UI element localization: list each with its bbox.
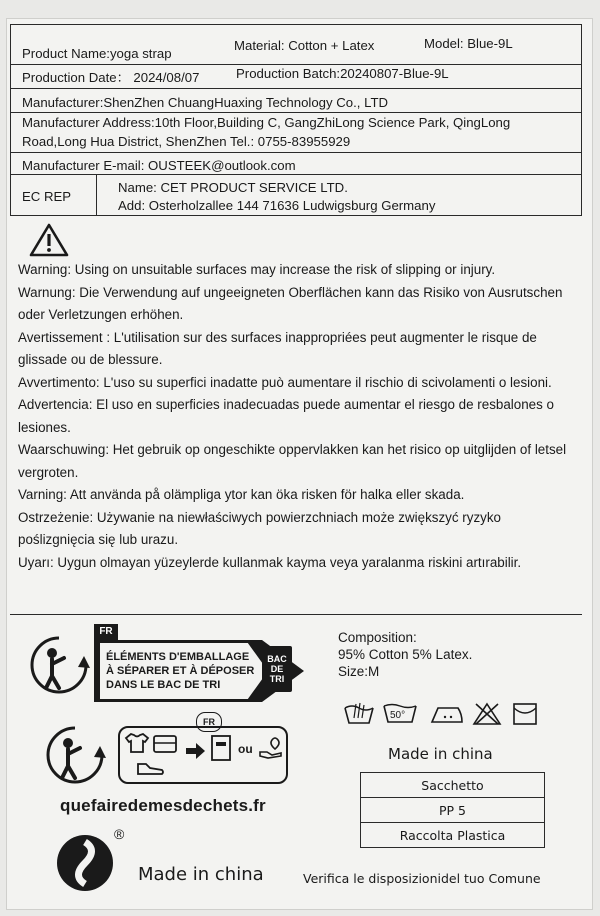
- ec-rep-name: Name: CET PRODUCT SERVICE LTD.: [118, 180, 348, 195]
- warning-triangle-icon: [28, 222, 70, 258]
- address-line2: Road,Long Hua District, ShenZhen Tel.: 0755-83955929: [22, 134, 351, 149]
- warning-es: Advertencia: El uso en superficies inadecuadas puede aumentar el riesgo de resbalones o lesiones.: [18, 397, 554, 435]
- bin-text: DE: [270, 664, 284, 674]
- composition-value: 95% Cotton 5% Latex.: [338, 647, 473, 662]
- green-dot-icon: [54, 832, 116, 894]
- manufacturer-email: Manufacturer E-mail: OUSTEEK@outlook.com: [22, 158, 296, 173]
- divider: [10, 152, 582, 153]
- address-line1: Manufacturer Address:10th Floor,Building C, GangZhiLong Science Park, QingLong: [22, 115, 511, 130]
- production-batch: Production Batch:20240807-Blue-9L: [236, 66, 449, 81]
- divider: [96, 174, 97, 216]
- made-in-china: Made in china: [388, 745, 493, 763]
- manufacturer: Manufacturer:ShenZhen ChuangHuaxing Technology Co., LTD: [22, 95, 389, 110]
- banner-line: ÉLÉMENTS D'EMBALLAGE: [106, 651, 250, 663]
- warning-nl: Waarschuwing: Het gebruik op ongeschikte oppervlakken kan het risico op uitglijden of letsel vergroten.: [18, 442, 567, 480]
- divider: [10, 64, 582, 65]
- table-cell: PP 5: [361, 798, 545, 823]
- warnings-block: [18, 259, 580, 574]
- ec-rep-label: EC REP: [22, 189, 72, 204]
- warning-fr: Avertissement : L'utilisation sur des surfaces inappropriées peut augmenter le risque de glissade ou de blessure.: [18, 329, 537, 367]
- material: Material: Cotton + Latex: [234, 38, 375, 53]
- bin-text: TRI: [269, 674, 285, 684]
- model: Model: Blue-9L: [424, 36, 513, 51]
- no-bleach-icon: [472, 702, 502, 726]
- wash-50-icon: [382, 702, 418, 724]
- iron-icon: [428, 704, 466, 724]
- bin-label: [264, 654, 290, 684]
- table-cell: Sacchetto: [361, 773, 545, 798]
- dry-flat-icon: [512, 702, 538, 726]
- registered-mark: ®: [114, 826, 125, 842]
- shoe-icon: [136, 758, 166, 776]
- arrow-right-icon: [184, 742, 206, 760]
- or-label: ou: [238, 742, 253, 756]
- size: Size:M: [338, 664, 380, 679]
- divider: [10, 112, 582, 113]
- production-date: Production Date： 2024/08/07: [22, 70, 200, 85]
- wash-temp: 50°: [390, 710, 406, 721]
- container-icon: [210, 734, 232, 762]
- warning-tr: Uyarı: Uygun olmayan yüzeylerde kullanmak kayma veya yaralanma riskini artırabilir.: [18, 554, 522, 570]
- tshirt-icon: [124, 732, 150, 754]
- table-cell: Raccolta Plastica: [361, 823, 545, 848]
- warning-it: Avvertimento: L'uso su superfici inadatte può aumentare il rischio di scivolamenti o lesioni.: [18, 374, 552, 390]
- warning-de: Warnung: Die Verwendung auf ungeeigneten Oberflächen kann das Risiko von Ausrutschen oder Verletzungen erhöhen.: [18, 284, 563, 322]
- bin-text: BAC: [267, 654, 287, 664]
- warning-sv: Varning: Att använda på olämpliga ytor kan öka risken för halka eller skada.: [18, 487, 465, 502]
- fr-badge: FR: [94, 624, 118, 640]
- hand-heart-icon: [258, 736, 284, 760]
- divider: [10, 614, 582, 615]
- italian-disposal-table: [360, 772, 545, 848]
- towel-icon: [152, 734, 178, 754]
- italian-footer: Verifica le disposizionidel tuo Comune: [303, 871, 541, 886]
- triman-person-icon: [28, 634, 90, 696]
- made-in-china-bottom: Made in china: [138, 864, 264, 885]
- composition-block: [338, 629, 472, 680]
- banner-line: DANS LE BAC DE TRI: [106, 679, 221, 691]
- ec-rep-address: Add: Osterholzallee 144 71636 Ludwigsburg Germany: [118, 198, 436, 213]
- website: quefairedemesdechets.fr: [60, 796, 266, 815]
- warning-pl: Ostrzeżenie: Używanie na niewłaściwych powierzchniach może zwiększyć ryzyko poślizgnięcia się lub urazu.: [18, 509, 501, 547]
- triman-person-icon-2: [44, 724, 106, 786]
- warning-en: Warning: Using on unsuitable surfaces may increase the risk of slipping or injury.: [18, 262, 496, 277]
- product-name: Product Name:yoga strap: [22, 46, 172, 61]
- triman-banner-text: [106, 650, 254, 692]
- composition-title: Composition:: [338, 630, 417, 645]
- banner-line: À SÉPARER ET À DÉPOSER: [106, 665, 255, 677]
- hand-wash-icon: [342, 700, 376, 726]
- fr-badge-2: FR: [196, 712, 222, 732]
- divider: [10, 88, 582, 89]
